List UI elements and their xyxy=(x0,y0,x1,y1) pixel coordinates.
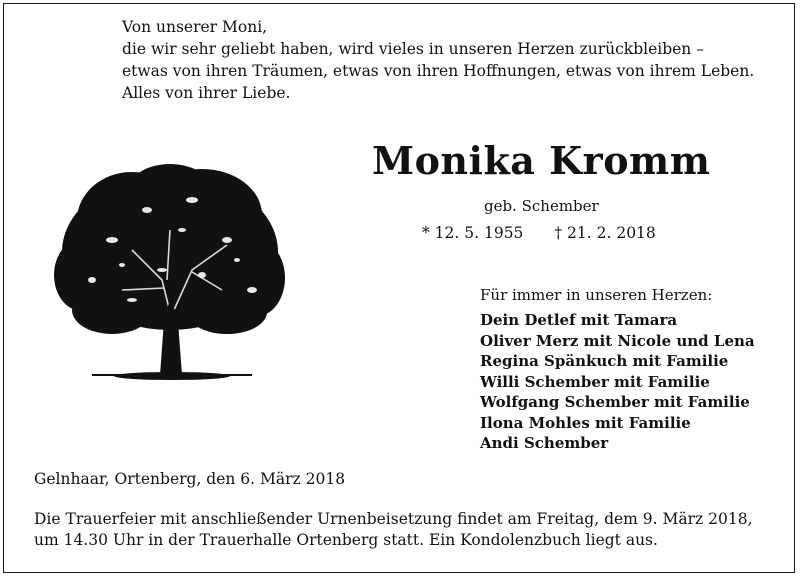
family-member: Regina Spänkuch mit Familie xyxy=(480,352,729,370)
family-member: Andi Schember xyxy=(480,434,609,452)
family-member: Willi Schember mit Familie xyxy=(480,372,710,391)
funeral-notice xyxy=(34,509,753,551)
intro-line: Von unserer Moni, xyxy=(122,18,268,36)
family-member: Oliver Merz mit Nicole und Lena xyxy=(480,331,755,350)
death-date: † 21. 2. 2018 xyxy=(554,224,656,242)
notice-line: Die Trauerfeier mit anschließender Urnenbeisetzung findet am Freitag, dem 9. März 2018, xyxy=(34,510,753,528)
place-date: Gelnhaar, Ortenberg, den 6. März 2018 xyxy=(34,470,346,488)
notice-line: um 14.30 Uhr in der Trauerhalle Ortenberg statt. Ein Kondolenzbuch liegt aus. xyxy=(34,531,658,549)
family-heading: Für immer in unseren Herzen: xyxy=(480,286,713,304)
deceased-name: Monika Kromm xyxy=(372,138,711,183)
intro-verse xyxy=(122,16,754,104)
family-member: Dein Detlef mit Tamara xyxy=(480,311,678,329)
intro-line: die wir sehr geliebt haben, wird vieles in unseren Herzen zurückbleiben – xyxy=(122,40,704,58)
life-dates xyxy=(422,224,656,242)
family-member: Wolfgang Schember mit Familie xyxy=(480,393,750,411)
family-member: Ilona Mohles mit Familie xyxy=(480,413,691,432)
intro-line: Alles von ihrer Liebe. xyxy=(122,84,291,102)
birth-date: * 12. 5. 1955 xyxy=(422,224,524,242)
maiden-name: geb. Schember xyxy=(484,197,599,215)
intro-line: etwas von ihren Träumen, etwas von ihren Hoffnungen, etwas von ihrem Leben. xyxy=(122,62,755,80)
family-list xyxy=(480,310,755,454)
tree-icon xyxy=(52,160,288,386)
